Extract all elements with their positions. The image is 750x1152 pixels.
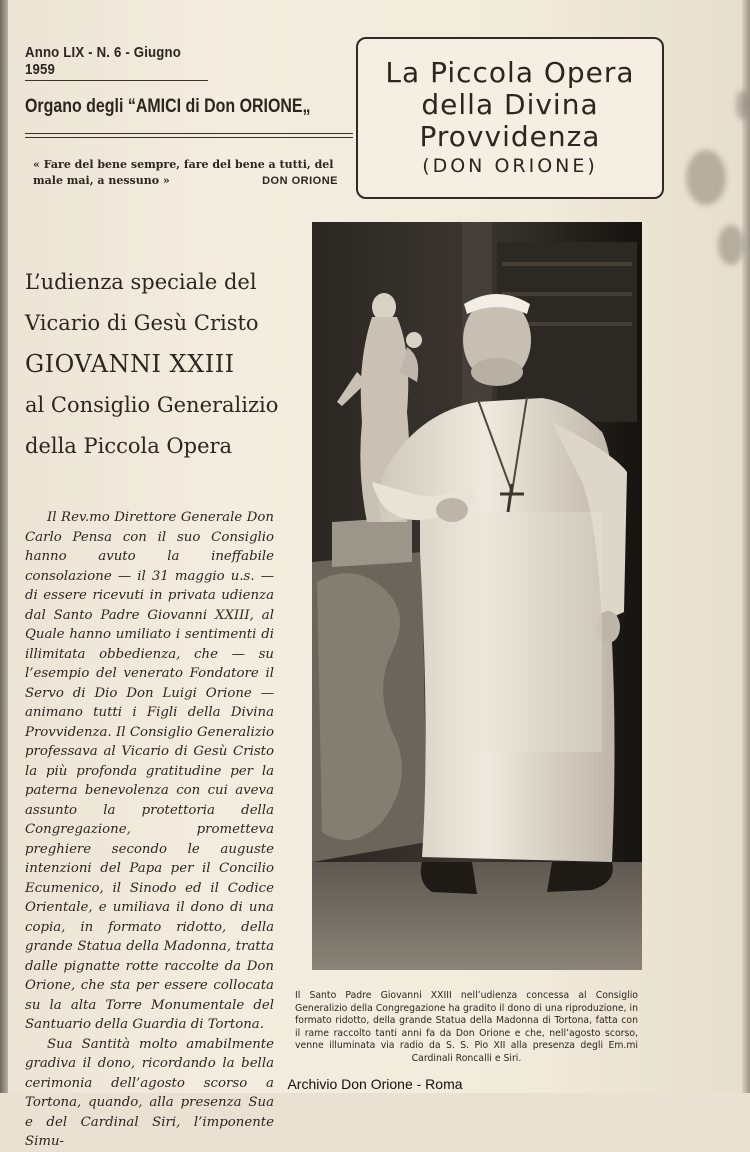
photo-illustration	[312, 222, 642, 970]
divider	[25, 137, 353, 138]
organ-line: Organo degli “AMICI di Don ORIONE„	[25, 96, 311, 117]
paper-stain	[718, 225, 744, 265]
headline-line-3: GIOVANNI XXIII	[25, 350, 235, 378]
masthead-line-3: Provvidenza	[419, 120, 601, 153]
masthead-line-4: (DON ORIONE)	[422, 155, 598, 177]
motto-text: « Fare del bene sempre, fare del bene a tutti, del male mai, a nessuno »	[33, 158, 334, 187]
masthead-line-2: della Divina	[421, 88, 599, 121]
archive-footer: Archivio Don Orione - Roma	[287, 1076, 463, 1092]
motto	[33, 157, 338, 189]
article-paragraph: Sua Santità molto amabilmente gradiva il dono, ricordando la bella cerimonia dell’agosto scorso a Tortona, quando, alla presenza Sua e del Cardinal Siri, l’imponente Simu-	[25, 1036, 274, 1149]
article-paragraph: Il Rev.mo Direttore Generale Don Carlo Pensa con il suo Consiglio hanno avuto la ineffabile consolazione — il 31 maggio u.s. — di essere ricevuti in privata udienza dal Santo Padre Giovanni XXIII, al Quale hanno umiliato i sentimenti di illimitata obbedienza, che — su l’esempio del venerato Fondatore il Servo di Dio Don Luigi Orione — animano tutti i Figli della Divina Provvidenza. Il Consiglio Generalizio professava al Vicario di Gesù Cristo la più profonda gratitudine per la paterna benevolenza con cui aveva assunto la protettoria della Congregazione, prometteva preghiere secondo le auguste intenzioni del Papa per il Concilio Ecumenico, il Sinodo ed il Codice Orientale, e umiliava il dono di una copia, in formato ridotto, della grande Statua della Madonna, tratta dalle pignatte rotte raccolte da Don Orione, che sta per essere collocata su la alta Torre Monumentale del Santuario della Guardia di Tortona.	[25, 510, 274, 1032]
headline-line-2: Vicario di Gesù Cristo	[25, 311, 259, 335]
headline-line-4: al Consiglio Generalizio	[25, 393, 279, 417]
divider	[25, 133, 353, 134]
paper-stain	[686, 150, 726, 205]
headline-line-1: L’udienza speciale del	[25, 270, 257, 294]
motto-author: DON ORIONE	[262, 175, 338, 187]
masthead-line-1: La Piccola Opera	[385, 56, 635, 89]
issue-line: Anno LIX - N. 6 - Giugno 1959	[25, 44, 208, 81]
article-body	[25, 508, 274, 1152]
page-edge-left	[0, 0, 8, 1093]
photo-caption: Il Santo Padre Giovanni XXIII nell’udienza concessa al Consiglio Generalizio della Congregazione ha gradito il dono di una riproduzione, in formato ridotto, della grande Statua della Madonna di Tortona, fatta con il rame raccolto tanti anni fa da Don Orione e che, nell’agosto scorso, venne illuminata via radio da S. S. Pio XII alla presenza degli Em.mi Cardinali Roncalli e Siri.	[295, 990, 638, 1064]
masthead	[356, 37, 664, 199]
article-headline	[25, 262, 290, 467]
page-edge-right	[742, 0, 750, 1093]
paper-stain	[736, 90, 748, 120]
headline-line-5: della Piccola Opera	[25, 434, 233, 458]
photo-pope-john-xxiii	[312, 222, 642, 970]
